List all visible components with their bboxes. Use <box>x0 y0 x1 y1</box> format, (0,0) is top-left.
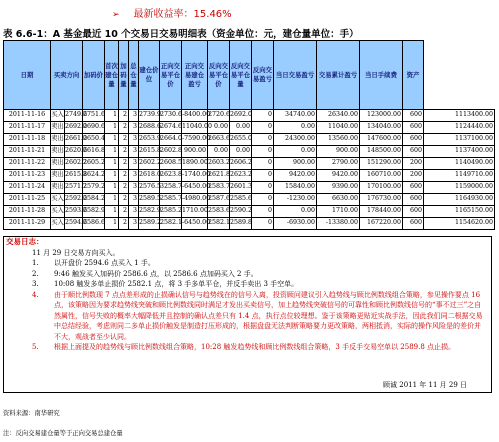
trading-log-item-number: 2. <box>32 269 39 278</box>
table-cell: 2011-11-24 <box>4 182 51 194</box>
table-cell: -7590.00 <box>182 134 208 146</box>
table-cell: 9420.00 <box>317 170 360 182</box>
table-cell: 2011-11-16 <box>4 110 51 122</box>
trading-log-item-number: 4. <box>32 290 39 299</box>
table-cell: 2664.0 <box>160 134 182 146</box>
table-cell: 2594.6 <box>65 218 83 230</box>
header-reverse-close-price: 反向交易平仓价 <box>208 41 230 110</box>
table-cell: 26340.00 <box>317 110 360 122</box>
table-row <box>4 206 495 218</box>
table-cell: 2615.8 <box>139 146 160 158</box>
table-caption: 表 6.6-1：A 基金最近 10 个交易日交易明细表（资金单位：元，建仓量单位：手） <box>3 29 359 40</box>
table-row <box>4 182 495 194</box>
table-cell: 2616.8 <box>83 146 105 158</box>
table-cell: 2620.6 <box>65 146 83 158</box>
latest-return-note <box>112 5 232 20</box>
table-cell: 2601.3 <box>230 182 252 194</box>
table-cell: 2585.7 <box>160 194 182 206</box>
table-cell: 1 <box>105 194 119 206</box>
table-cell: 2650.4 <box>83 134 105 146</box>
table-cell: 2621.8 <box>208 170 230 182</box>
table-cell: 2011-11-22 <box>4 158 51 170</box>
table-cell: 1137400.00 <box>424 146 495 158</box>
table-cell: 卖出 <box>51 122 65 134</box>
table-cell: 0 <box>252 146 274 158</box>
table-cell: 2589.5 <box>139 194 160 206</box>
table-cell: 1 <box>105 182 119 194</box>
table-cell: 2582.1 <box>208 218 230 230</box>
table-cell: 0.00 <box>230 122 252 134</box>
trading-log-item-text: 以开盘价 2594.6 点买入 1 手。 <box>54 259 155 267</box>
table-cell: 151290.00 <box>360 158 403 170</box>
table-cell: 3 <box>129 122 139 134</box>
table-cell: 13560.00 <box>317 134 360 146</box>
table-cell: -6450.00 <box>182 218 208 230</box>
table-cell: 0 <box>252 218 274 230</box>
header-daily-fee: 当日手续费 <box>360 41 403 110</box>
table-cell: 0 <box>252 158 274 170</box>
table-cell: 1 <box>105 218 119 230</box>
table-cell: 2585.6 <box>230 194 252 206</box>
table-cell: 2692.0 <box>65 122 83 134</box>
table-cell: 买入 <box>51 206 65 218</box>
table-cell: 2587.6 <box>208 194 230 206</box>
table-cell: 2582.9 <box>139 206 160 218</box>
trading-log-title: 交易日志： <box>6 237 44 246</box>
table-cell: 卖出 <box>51 182 65 194</box>
table-cell: 2720.6 <box>208 110 230 122</box>
table-row <box>4 218 495 230</box>
table-cell: 11040.00 <box>182 122 208 134</box>
table-cell: 卖出 <box>51 158 65 170</box>
table-cell: 24300.00 <box>274 134 317 146</box>
table-cell: 0.00 <box>208 122 230 134</box>
table-cell: 2011-11-17 <box>4 122 51 134</box>
table-cell: 2 <box>119 134 129 146</box>
table-cell: 134040.00 <box>360 122 403 134</box>
table-cell: 2 <box>119 146 129 158</box>
trading-log-item-number: 3. <box>32 280 39 288</box>
table-cell: 2690.6 <box>83 122 105 134</box>
table-cell: 1 <box>105 206 119 218</box>
table-cell: 1164930.00 <box>424 194 495 206</box>
trading-log-item-number: 5. <box>32 343 39 351</box>
table-cell: 0.00 <box>274 122 317 134</box>
table-cell: 买入 <box>51 110 65 122</box>
table-cell: 2655.0 <box>230 134 252 146</box>
table-cell: 1710.00 <box>182 206 208 218</box>
table-cell: -1740.00 <box>182 170 208 182</box>
table-cell: 3258.7 <box>160 182 182 194</box>
table-header-row <box>4 41 495 110</box>
source-note: 资料来源：南华研究 <box>3 410 60 417</box>
table-cell: 2692.0 <box>230 110 252 122</box>
table-cell: 2751.6 <box>83 110 105 122</box>
table-cell: 0 <box>252 182 274 194</box>
table-cell: 2749.6 <box>65 110 83 122</box>
table-cell: 1 <box>105 158 119 170</box>
header-total-position: 总仓量 <box>129 41 139 110</box>
table-cell: 卖出 <box>51 170 65 182</box>
table-cell: 15840.00 <box>274 182 317 194</box>
table-cell: 2623.2 <box>230 170 252 182</box>
table-cell: 11040.00 <box>317 122 360 134</box>
table-cell: 170100.00 <box>360 182 403 194</box>
table-cell: 1149710.00 <box>424 170 495 182</box>
table-cell: 2653.9 <box>139 134 160 146</box>
table-cell: 2 <box>119 182 129 194</box>
header-forward-close-price: 正向交易平仓价 <box>160 41 182 110</box>
table-cell: 2603.2 <box>208 158 230 170</box>
table-cell: 2605.2 <box>83 158 105 170</box>
table-cell: 600 <box>403 122 424 134</box>
table-cell: 2 <box>119 110 129 122</box>
table-cell: 2688.6 <box>139 122 160 134</box>
header-add-price: 加码价 <box>83 41 105 110</box>
trading-log-intro: 11 月 29 日交易方向买入。 <box>32 248 120 257</box>
table-cell: 2011-11-28 <box>4 206 51 218</box>
table-cell: 2582.1 <box>160 218 182 230</box>
table-cell: 2589.8 <box>230 218 252 230</box>
table-cell: 148500.00 <box>360 146 403 158</box>
table-cell: 2584.2 <box>83 194 105 206</box>
table-cell: 2602.2 <box>65 158 83 170</box>
table-cell: 1 <box>105 122 119 134</box>
table-cell: 2579.2 <box>83 182 105 194</box>
table-cell: 2011-11-21 <box>4 146 51 158</box>
table-cell: 2 <box>119 218 129 230</box>
table-cell: 2739.9 <box>139 110 160 122</box>
trading-log-item <box>4 290 491 343</box>
table-cell: 2011-11-18 <box>4 134 51 146</box>
table-cell: 2674.6 <box>160 122 182 134</box>
table-cell: 2618.0 <box>139 170 160 182</box>
table-cell: 2663.6 <box>208 134 230 146</box>
table-cell: 买入 <box>51 194 65 206</box>
table-row <box>4 146 495 158</box>
table-cell: 2583.7 <box>208 182 230 194</box>
table-cell: 2615.8 <box>65 170 83 182</box>
table-cell: 160710.00 <box>360 170 403 182</box>
table-cell: 2583.6 <box>208 206 230 218</box>
table-cell: 600 <box>403 218 424 230</box>
table-cell: -13380.00 <box>317 218 360 230</box>
table-cell: 147600.00 <box>360 134 403 146</box>
table-cell: 3 <box>129 206 139 218</box>
table-cell: 0.00 <box>230 146 252 158</box>
header-direction: 买卖方向 <box>51 41 83 110</box>
header-assets: 资产 <box>403 41 424 110</box>
table-cell: 2606.2 <box>230 158 252 170</box>
table-cell: 1890.00 <box>182 158 208 170</box>
table-cell: 2011-11-29 <box>4 218 51 230</box>
header-cumulative-pnl: 交易累计盈亏 <box>317 41 360 110</box>
table-cell: 2 <box>119 158 129 170</box>
header-reverse-close-volume: 反向交易平仓量 <box>230 41 252 110</box>
table-row <box>4 158 495 170</box>
footnote: 注：反向交易建仓量等于正向交易总建仓量 <box>3 430 123 437</box>
table-row <box>4 122 495 134</box>
table-cell: 9390.00 <box>317 182 360 194</box>
table-cell: -6930.00 <box>274 218 317 230</box>
table-cell: 0 <box>252 110 274 122</box>
table-cell: -6450.00 <box>182 182 208 194</box>
table-cell: 1165150.00 <box>424 206 495 218</box>
table-cell: 3 <box>129 194 139 206</box>
table-row <box>4 170 495 182</box>
trading-log-item <box>4 279 491 290</box>
table-row <box>4 194 495 206</box>
table-cell: 2593.6 <box>65 206 83 218</box>
table-cell: 1 <box>105 170 119 182</box>
table-cell: 2623.8 <box>160 170 182 182</box>
trading-log-signature: 顾诚 2011 年 11 月 29 日 <box>383 380 467 389</box>
trading-log-item <box>4 342 491 353</box>
header-initial-position: 首次建仓量 <box>105 41 119 110</box>
table-cell: 2590.2 <box>230 206 252 218</box>
table-cell: 0 <box>252 134 274 146</box>
trading-log-item-text: 根据上面提及的趋势线与顾比例数线组合策略，10:28 触发趋势线和顾比例数线组合策略，3 手反手交易空单以 2589.8 点止损。 <box>54 343 456 351</box>
table-cell: 200 <box>403 158 424 170</box>
table-cell: 0.00 <box>208 146 230 158</box>
table-cell: 1 <box>105 146 119 158</box>
table-cell: 900.00 <box>182 146 208 158</box>
table-cell: 3 <box>129 170 139 182</box>
table-cell: 2592.0 <box>65 194 83 206</box>
table-cell: 2582.9 <box>83 206 105 218</box>
table-cell: 34740.00 <box>274 110 317 122</box>
table-cell: 2730.6 <box>160 110 182 122</box>
table-row <box>4 110 495 122</box>
table-cell: 2011-11-23 <box>4 170 51 182</box>
table-cell: 9420.00 <box>274 170 317 182</box>
table-cell: 卖出 <box>51 146 65 158</box>
table-cell: 2586.6 <box>83 218 105 230</box>
trading-log-item <box>4 269 491 280</box>
table-cell: 176730.00 <box>360 194 403 206</box>
table-cell: 900.00 <box>317 146 360 158</box>
table-cell: 1113400.00 <box>424 110 495 122</box>
table-cell: 2 <box>119 122 129 134</box>
trading-log-item-text: 由于顺比例数现 7 点点差形成的止损确认信号与趋势线在的信号入离，投资顾问建议引入趋势线与顾比例数线组合策略，参见操作要点 16 点，该策略因为要求趋势线突破和顾比例数线同时满足才发出买卖信号，加上趋势线突破信号的可靠性和顾比例数线信号的“事不过三”之自然属性，信号失败的概率大幅降低并且控制的确认点差只有 1.4 点，执行点位较理想。鉴于该策略更贴近实战手法，因此我们同二根据交易中总结经验，考虑则同二多单止损价触发是制造打压形成的，根据盘盘无法判断策略要力更改策略，两相抵消，实际的操作风险是的差价并不大，观战者至少认同。 <box>54 290 483 341</box>
table-cell: 1710.00 <box>317 206 360 218</box>
table-cell: 0 <box>252 170 274 182</box>
table-cell: -8400.00 <box>182 110 208 122</box>
table-cell: 1159000.00 <box>424 182 495 194</box>
table-cell: 1 <box>105 134 119 146</box>
table-cell: 2661.0 <box>65 134 83 146</box>
table-cell: -1230.00 <box>274 194 317 206</box>
table-cell: 1124440.00 <box>424 122 495 134</box>
table-cell: 600 <box>403 182 424 194</box>
table-cell: 6630.00 <box>317 194 360 206</box>
table-cell: 200 <box>403 170 424 182</box>
table-cell: 2589.2 <box>139 218 160 230</box>
table-cell: 3 <box>129 110 139 122</box>
table-cell: 2 <box>119 194 129 206</box>
table-cell: 2576.5 <box>139 182 160 194</box>
table-row <box>4 134 495 146</box>
table-cell: 3 <box>129 134 139 146</box>
table-cell: 2602.2 <box>139 158 160 170</box>
trading-log-item-text: 10:08 触发多单止损价 2582.1 点，将 3 手多单平仓，并反手卖出 3 手空单。 <box>54 280 299 288</box>
table-cell: 600 <box>403 206 424 218</box>
latest-return-text: 最新收益率：15.46% <box>133 9 232 20</box>
table-cell: 1140490.00 <box>424 158 495 170</box>
table-cell: 0 <box>252 194 274 206</box>
table-cell: 600 <box>403 146 424 158</box>
table-cell: 买入 <box>51 218 65 230</box>
table-cell: 0.00 <box>274 146 317 158</box>
header-forward-pnl: 正向交易建仓盈亏 <box>182 41 208 110</box>
trading-log-item-number: 1. <box>32 259 39 267</box>
trading-log-item-text: 9:46 触发买入加码价 2586.6 点，以 2586.6 点加码买入 2 手。 <box>54 269 258 278</box>
table-cell: 600 <box>403 110 424 122</box>
table-cell: 900.00 <box>274 158 317 170</box>
table-cell: -4980.00 <box>182 194 208 206</box>
table-cell: 0 <box>252 122 274 134</box>
trade-detail-table <box>3 40 495 230</box>
table-cell: 2624.2 <box>83 170 105 182</box>
table-cell: 2602.8 <box>160 146 182 158</box>
table-cell: 2571.2 <box>65 182 83 194</box>
header-date: 日期 <box>4 41 51 110</box>
table-cell: 3 <box>129 182 139 194</box>
header-daily-pnl: 当日交易盈亏 <box>274 41 317 110</box>
table-cell: 123000.00 <box>360 110 403 122</box>
table-cell: 0.00 <box>274 206 317 218</box>
header-reverse-pnl: 反向交易盈亏 <box>252 41 274 110</box>
table-cell: 1137100.00 <box>424 134 495 146</box>
table-cell: 2790.00 <box>317 158 360 170</box>
trading-log <box>3 236 492 393</box>
header-add-volume: 加码量 <box>119 41 129 110</box>
table-cell: 卖出 <box>51 134 65 146</box>
trading-log-item <box>4 258 491 269</box>
table-cell: 2608.5 <box>160 158 182 170</box>
table-cell: 2011-11-25 <box>4 194 51 206</box>
table-cell: 1 <box>105 110 119 122</box>
table-cell: 178440.00 <box>360 206 403 218</box>
table-cell: 1154620.00 <box>424 218 495 230</box>
table-cell: 0 <box>252 206 274 218</box>
table-cell: 2 <box>119 206 129 218</box>
table-cell: 3 <box>129 218 139 230</box>
table-cell: 2585.2 <box>160 206 182 218</box>
table-cell: 3 <box>129 146 139 158</box>
arrow-bullet-icon: ➢ <box>112 10 120 20</box>
table-cell: 2 <box>119 170 129 182</box>
header-open-price: 建仓价位 <box>139 41 160 110</box>
table-cell: 600 <box>403 194 424 206</box>
table-cell: 600 <box>403 134 424 146</box>
table-cell: 167220.00 <box>360 218 403 230</box>
table-cell: 3 <box>129 158 139 170</box>
